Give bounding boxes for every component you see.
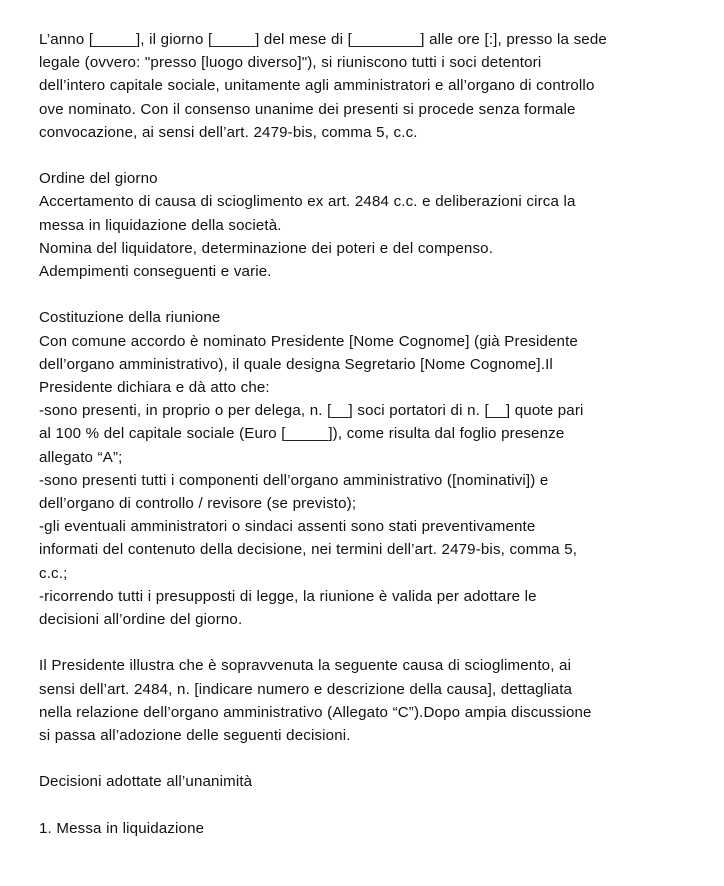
text-line: si passa all’adozione delle seguenti decisioni. — [39, 727, 351, 745]
agenda-paragraph — [39, 167, 700, 283]
text-line: L’anno [_____], il giorno [_____] del mese di [________] alle ore [:], presso la sede — [39, 31, 607, 48]
constitution-heading: Costituzione della riunione — [39, 309, 221, 327]
text-line: convocazione, ai sensi dell’art. 2479-bis, comma 5, c.c. — [39, 123, 418, 141]
decisions-heading: Decisioni adottate all’unanimità — [39, 773, 253, 791]
opening-paragraph — [39, 28, 700, 144]
decision-one-paragraph — [39, 817, 700, 840]
text-line: -sono presenti tutti i componenti dell’organo amministrativo ([nominativi]) e — [39, 471, 549, 489]
agenda-heading: Ordine del giorno — [39, 170, 158, 188]
text-line: -gli eventuali amministratori o sindaci assenti sono stati preventivamente — [39, 518, 536, 536]
text-line: -ricorrendo tutti i presupposti di legge, la riunione è valida per adottare le — [39, 587, 537, 605]
constitution-paragraph — [39, 306, 700, 631]
text-line: dell’intero capitale sociale, unitamente agli amministratori e all’organo di controllo — [39, 77, 595, 95]
text-line: Accertamento di causa di scioglimento ex art. 2484 c.c. e deliberazioni circa la — [39, 193, 576, 211]
text-line: sensi dell’art. 2484, n. [indicare numero e descrizione della causa], dettagliata — [39, 680, 573, 698]
text-line: -sono presenti, in proprio o per delega, n. [__] soci portatori di n. [__] quote pari — [39, 402, 584, 420]
text-line: Il Presidente illustra che è sopravvenuta la seguente causa di scioglimento, ai — [39, 657, 572, 675]
text-line: c.c.; — [39, 564, 68, 582]
text-line: Presidente dichiara e dà atto che: — [39, 379, 270, 397]
text-line: dell’organo di controllo / revisore (se previsto); — [39, 495, 357, 513]
dissolution-cause-paragraph — [39, 654, 700, 747]
text-line: ove nominato. Con il consenso unanime dei presenti si procede senza formale — [39, 100, 576, 118]
text-line: Nomina del liquidatore, determinazione dei poteri e del compenso. — [39, 239, 494, 257]
text-line: decisioni all’ordine del giorno. — [39, 611, 243, 629]
text-line: allegato “A”; — [39, 448, 123, 466]
decision-one-heading: 1. Messa in liquidazione — [39, 819, 205, 837]
decisions-heading-paragraph — [39, 770, 700, 793]
text-line: dell’organo amministrativo), il quale designa Segretario [Nome Cognome].Il — [39, 355, 553, 373]
text-line: Con comune accordo è nominato Presidente [Nome Cognome] (già Presidente — [39, 332, 578, 350]
text-line: Adempimenti conseguenti e varie. — [39, 263, 272, 281]
document-body — [39, 28, 700, 840]
text-line: nella relazione dell’organo amministrativo (Allegato “C”).Dopo ampia discussione — [39, 703, 592, 721]
text-line: messa in liquidazione della società. — [39, 216, 282, 234]
text-line: legale (ovvero: "presso [luogo diverso]"), si riuniscono tutti i soci detentori — [39, 54, 542, 72]
text-line: al 100 % del capitale sociale (Euro [_____]), come risulta dal foglio presenze — [39, 425, 565, 443]
text-line: informati del contenuto della decisione, nei termini dell’art. 2479-bis, comma 5, — [39, 541, 578, 559]
